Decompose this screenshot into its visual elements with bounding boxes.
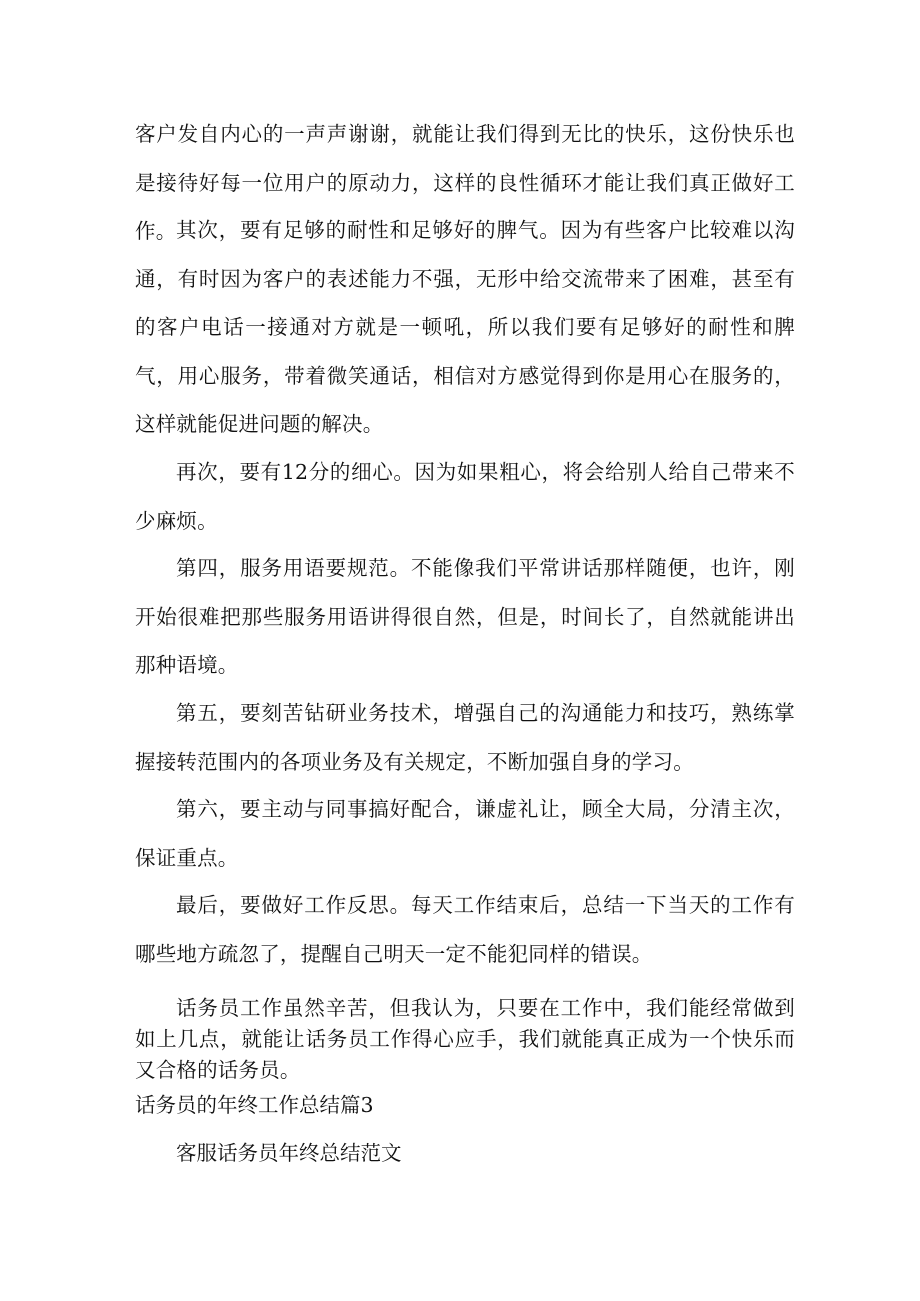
paragraph-reflection: 最后，要做好工作反思。每天工作结束后，总结一下当天的工作有哪些地方疏忽了，提醒自己明天一定不能犯同样的错误。 [135,893,795,966]
paragraph-service-language: 第四，服务用语要规范。不能像我们平常讲话那样随便，也许，刚开始很难把那些服务用语讲得很自然，但是，时间长了，自然就能讲出那种语境。 [135,556,795,677]
paragraph-conclusion: 话务员工作虽然辛苦，但我认为，只要在工作中，我们能经常做到如上几点，就能让话务员工作得心应手，我们就能真正成为一个快乐而又合格的话务员。 [135,996,795,1082]
section-title: 话务员的年终工作总结篇3 [135,1093,374,1117]
paragraph-cooperation: 第六，要主动与同事搞好配合，谦虚礼让，顾全大局，分清主次，保证重点。 [135,797,795,870]
paragraph-continuation: 客户发自内心的一声声谢谢，就能让我们得到无比的快乐，这份快乐也是接待好每一位用户的原动力，这样的良性循环才能让我们真正做好工作。 [135,122,795,243]
paragraph-patience: 其次，要有足够的耐性和足够好的脾气。因为有些客户比较难以沟通，有时因为客户的表述能力不强，无形中给交流带来了困难，甚至有的客户电话一接通对方就是一顿吼，所以我们要有足够好的耐性和脾气，用心服务，带着微笑通话，相信对方感觉得到你是用心在服务的，这样就能促进问题的解决。 [135,218,795,436]
paragraph-carefulness: 再次，要有12分的细心。因为如果粗心，将会给别人给自己带来不少麻烦。 [135,460,795,533]
subtitle: 客服话务员年终总结范文 [176,1141,402,1165]
paragraph-skills: 第五，要刻苦钻研业务技术，增强自己的沟通能力和技巧，熟练掌握接转范围内的各项业务及有关规定，不断加强自身的学习。 [135,701,795,774]
